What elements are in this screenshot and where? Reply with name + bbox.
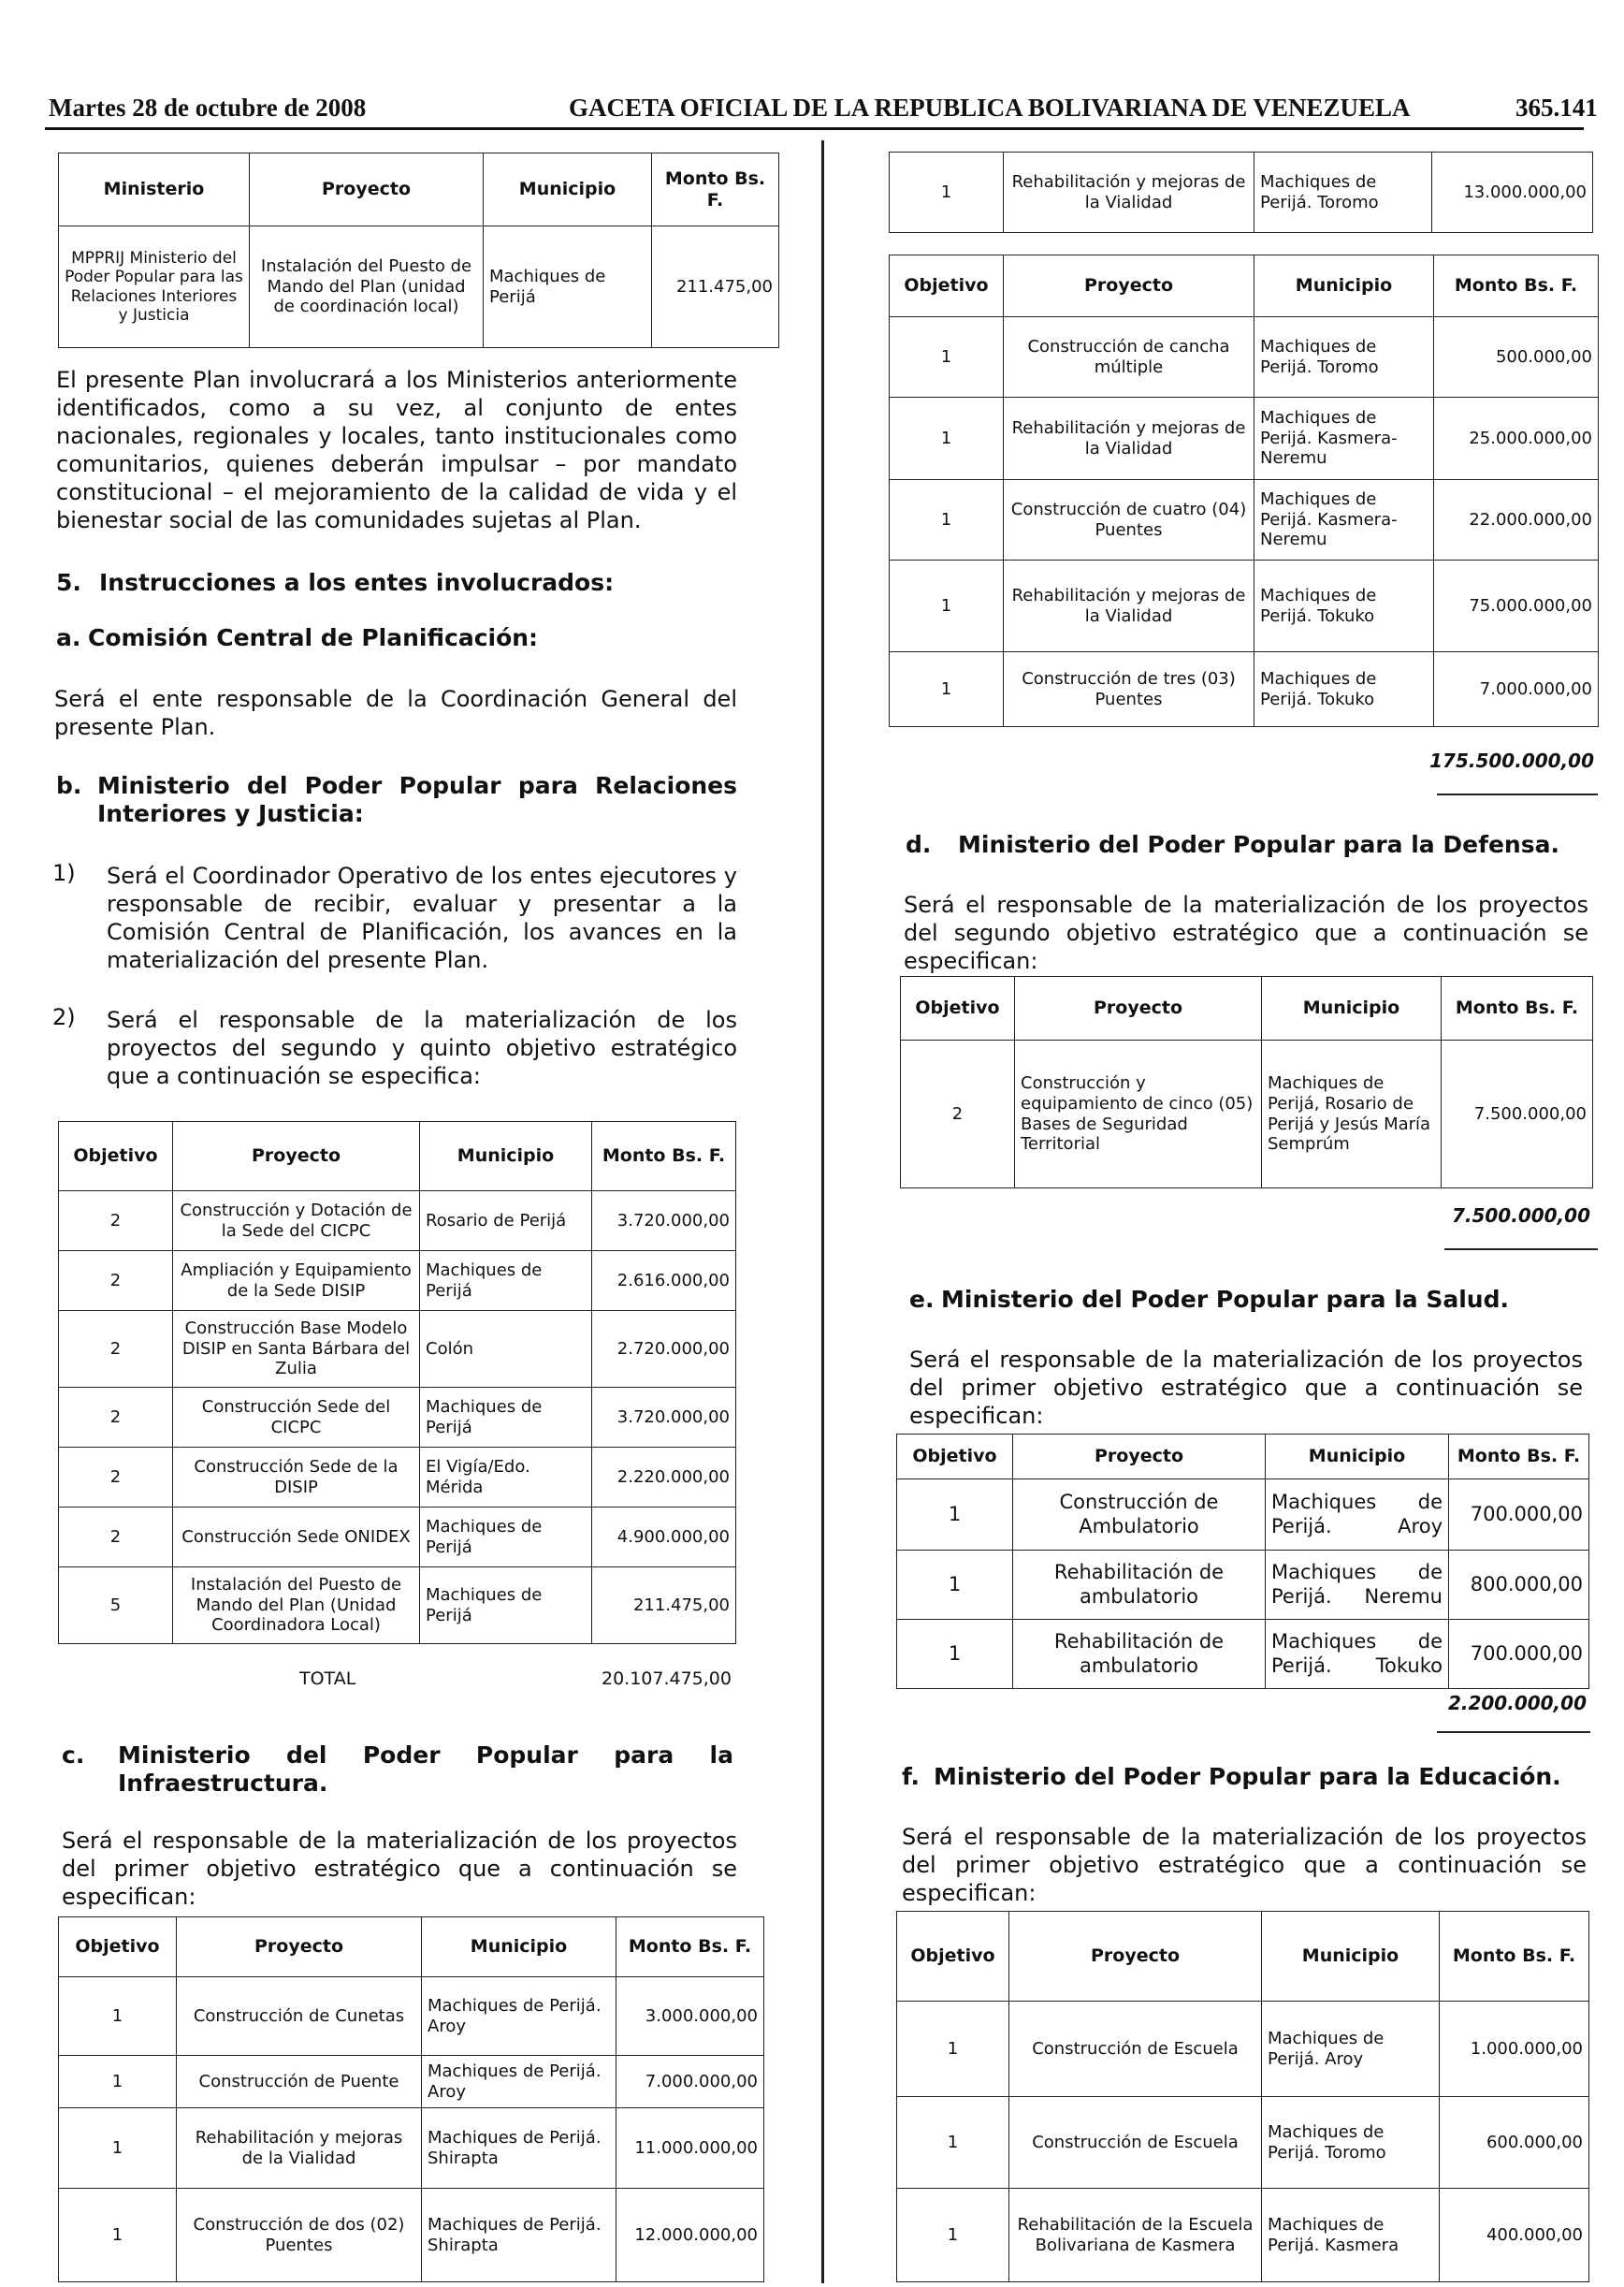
cell-proyecto: Rehabilitación de ambulatorio [1013, 1620, 1266, 1689]
health-projects-table [896, 1434, 1589, 1689]
cell-proyecto: Rehabilitación de ambulatorio [1013, 1551, 1266, 1620]
infrastructure-projects-table-continued [889, 152, 1593, 233]
intro-paragraph: El presente Plan involucrará a los Ministerios anteriormente identificados, como a su vez, al conjunto de entes nacionales, regionales y locales, tanto institucionales como comunitarios, quienes deberán impulsar – por mandato constitucional – el mejoramiento de la calidad de vida y el bienestar social de las comunidades sujetas al Plan. [56, 367, 737, 533]
column-header: Objetivo [897, 1912, 1009, 2002]
column-header: Municipio [484, 153, 652, 226]
cell-monto: 211.475,00 [592, 1567, 736, 1644]
column-header: Objetivo [59, 1122, 173, 1191]
item-2-text: Será el responsable de la materialización de los proyectos del segundo y quinto objetivo estratégico que a continuación se especifica: [107, 1007, 737, 1089]
section-e-text: Será el responsable de la materialización de los proyectos del primer objetivo estratégico que a continuación se especifican: [909, 1347, 1583, 1429]
cell-municipio: Machiques de Perijá. Aroy [422, 2056, 616, 2108]
cell-objetivo: 1 [897, 1551, 1013, 1620]
table-row [897, 2189, 1589, 2282]
table-total-value: 175.500.000,00 [1429, 750, 1594, 772]
cell-monto: 500.000,00 [1434, 317, 1599, 398]
section-a-title: Comisión Central de Planificación: [88, 624, 539, 651]
table-row [59, 1508, 736, 1567]
cell-objetivo: 2 [59, 1311, 173, 1388]
section-b-letter: b. [56, 772, 82, 799]
table-total-value: 7.500.000,00 [1451, 1204, 1590, 1227]
table-row [890, 398, 1599, 480]
cell-objetivo: 2 [59, 1448, 173, 1508]
column-header: Proyecto [1009, 1912, 1262, 2002]
table-total-value: 20.107.475,00 [601, 1668, 732, 1689]
cell-objetivo: 1 [59, 2056, 177, 2108]
cell-proyecto: Rehabilitación y mejoras de la Vialidad [1004, 561, 1254, 652]
column-header: Monto Bs. F. [652, 153, 779, 226]
cell-monto: 11.000.000,00 [616, 2108, 764, 2189]
cell-monto: 700.000,00 [1449, 1479, 1589, 1551]
cell-proyecto: Construcción Sede de la DISIP [173, 1448, 420, 1508]
section-c-title: Ministerio del Poder Popular para la Infraestructura. [118, 1741, 733, 1797]
cell-monto: 22.000.000,00 [1434, 480, 1599, 561]
section-e-title: Ministerio del Poder Popular para la Salud. [941, 1286, 1509, 1313]
cell-objetivo: 1 [890, 153, 1004, 233]
defense-projects-table [900, 976, 1593, 1188]
cell-objetivo: 1 [890, 317, 1004, 398]
cell-proyecto: Rehabilitación de la Escuela Bolivariana de Kasmera [1009, 2189, 1262, 2282]
column-header: Proyecto [1004, 255, 1254, 317]
table-row [59, 1567, 736, 1644]
cell-objetivo: 2 [59, 1251, 173, 1311]
column-header: Proyecto [1015, 977, 1262, 1041]
column-header: Ministerio [59, 153, 250, 226]
section-d-letter: d. [906, 831, 932, 858]
cell-objetivo: 1 [897, 1620, 1013, 1689]
table-row [59, 1977, 764, 2056]
table-row [59, 2108, 764, 2189]
cell-municipio: Machiques de Perijá [420, 1508, 592, 1567]
cell-objetivo: 1 [890, 561, 1004, 652]
cell-municipio: Machiques de Perijá. Toromo [1254, 317, 1434, 398]
cell-proyecto: Instalación del Puesto de Mando del Plan (unidad de coordinación local) [250, 226, 484, 348]
cell-monto: 3.720.000,00 [592, 1388, 736, 1448]
cell-proyecto: Construcción de cancha múltiple [1004, 317, 1254, 398]
section-d-text: Será el responsable de la materialización de los proyectos del segundo objetivo estratégico que a continuación se especifican: [904, 892, 1588, 974]
table-row [59, 1191, 736, 1251]
cell-monto: 1.000.000,00 [1440, 2002, 1589, 2097]
cell-municipio: Machiques de Perijá. Tokuko [1254, 652, 1434, 727]
table-row [897, 2002, 1589, 2097]
section-d-title: Ministerio del Poder Popular para la Defensa. [958, 831, 1559, 858]
cell-proyecto: Construcción de tres (03) Puentes [1004, 652, 1254, 727]
cell-municipio: Machiques de Perijá [484, 226, 652, 348]
cell-municipio: Rosario de Perijá [420, 1191, 592, 1251]
column-header: Monto Bs. F. [616, 1917, 764, 1977]
cell-monto: 7.000.000,00 [616, 2056, 764, 2108]
table-row [901, 1041, 1593, 1188]
total-underline [1437, 794, 1598, 795]
cell-monto: 7.000.000,00 [1434, 652, 1599, 727]
cell-monto: 2.616.000,00 [592, 1251, 736, 1311]
column-header: Monto Bs. F. [1440, 1912, 1589, 2002]
cell-proyecto: Construcción de dos (02) Puentes [177, 2189, 422, 2282]
column-header: Municipio [420, 1122, 592, 1191]
cell-monto: 3.000.000,00 [616, 1977, 764, 2056]
column-header: Monto Bs. F. [1442, 977, 1593, 1041]
cell-proyecto: Construcción Base Modelo DISIP en Santa Bárbara del Zulia [173, 1311, 420, 1388]
table-row [897, 1620, 1589, 1689]
section-f-letter: f. [902, 1763, 921, 1790]
cell-municipio: Machiques de Perijá. Aroy [1266, 1479, 1449, 1551]
cell-objetivo: 1 [59, 1977, 177, 2056]
table-row [59, 1448, 736, 1508]
cell-municipio: Machiques de Perijá [420, 1567, 592, 1644]
cell-monto: 700.000,00 [1449, 1620, 1589, 1689]
infrastructure-projects-table-2 [889, 255, 1599, 727]
column-header: Municipio [422, 1917, 616, 1977]
cell-municipio: Machiques de Perijá. Kasmera [1262, 2189, 1440, 2282]
item-1-text: Será el Coordinador Operativo de los entes ejecutores y responsable de recibir, evaluar y presentar a la Comisión Central de Planificación, los avances en la materialización del presente Plan. [107, 863, 737, 973]
column-header: Objetivo [897, 1435, 1013, 1479]
cell-proyecto: Construcción de Escuela [1009, 2097, 1262, 2189]
section-c-text: Será el responsable de la materialización de los proyectos del primer objetivo estratégico que a continuación se especifican: [62, 1828, 737, 1910]
table-row [897, 2097, 1589, 2189]
header-title: GACETA OFICIAL DE LA REPUBLICA BOLIVARIANA DE VENEZUELA [569, 94, 1411, 122]
table-total-value: 2.200.000,00 [1447, 1692, 1587, 1714]
item-2-number: 2) [52, 1004, 76, 1030]
cell-monto: 2.220.000,00 [592, 1448, 736, 1508]
interior-projects-table [58, 1121, 736, 1644]
section-e-letter: e. [909, 1286, 935, 1313]
cell-proyecto: Construcción y Dotación de la Sede del CICPC [173, 1191, 420, 1251]
section-a-text: Será el ente responsable de la Coordinación General del presente Plan. [54, 686, 737, 740]
cell-objetivo: 2 [901, 1041, 1015, 1188]
cell-proyecto: Construcción de Cunetas [177, 1977, 422, 2056]
column-header: Objetivo [890, 255, 1004, 317]
cell-proyecto: Rehabilitación y mejoras de la Vialidad [177, 2108, 422, 2189]
cell-monto: 211.475,00 [652, 226, 779, 348]
column-header: Municipio [1262, 977, 1442, 1041]
column-header: Municipio [1254, 255, 1434, 317]
section-f-text: Será el responsable de la materialización de los proyectos del primer objetivo estratégico que a continuación se especifican: [902, 1824, 1587, 1906]
cell-municipio: Machiques de Perijá. Kasmera-Neremu [1254, 398, 1434, 480]
total-underline [1444, 1248, 1598, 1250]
cell-objetivo: 5 [59, 1567, 173, 1644]
cell-objetivo: 2 [59, 1191, 173, 1251]
cell-proyecto: Construcción Sede del CICPC [173, 1388, 420, 1448]
cell-ministerio: MPPRIJ Ministerio del Poder Popular para las Relaciones Interiores y Justicia [59, 226, 250, 348]
column-header: Proyecto [1013, 1435, 1266, 1479]
table-row [59, 226, 779, 348]
header-page-number: 365.141 [1515, 94, 1598, 122]
column-header: Objetivo [59, 1917, 177, 1977]
table-row [890, 480, 1599, 561]
table-row [890, 561, 1599, 652]
table-row [59, 2189, 764, 2282]
cell-monto: 13.000.000,00 [1432, 153, 1593, 233]
column-header: Monto Bs. F. [1434, 255, 1599, 317]
cell-monto: 2.720.000,00 [592, 1311, 736, 1388]
cell-monto: 3.720.000,00 [592, 1191, 736, 1251]
cell-municipio: Machiques de Perijá. Toromo [1254, 153, 1432, 233]
section-c-letter: c. [62, 1741, 85, 1769]
cell-objetivo: 1 [59, 2189, 177, 2282]
cell-objetivo: 1 [890, 480, 1004, 561]
table-row [890, 317, 1599, 398]
column-header: Monto Bs. F. [1449, 1435, 1589, 1479]
cell-proyecto: Construcción Sede ONIDEX [173, 1508, 420, 1567]
cell-objetivo: 1 [897, 2189, 1009, 2282]
cell-proyecto: Construcción y equipamiento de cinco (05) Bases de Seguridad Territorial [1015, 1041, 1262, 1188]
section-f-title: Ministerio del Poder Popular para la Educación. [934, 1763, 1561, 1790]
table-row [890, 153, 1593, 233]
cell-objetivo: 1 [890, 652, 1004, 727]
cell-monto: 800.000,00 [1449, 1551, 1589, 1620]
cell-municipio: El Vigía/Edo. Mérida [420, 1448, 592, 1508]
cell-municipio: Machiques de Perijá [420, 1388, 592, 1448]
table-row [59, 1388, 736, 1448]
cell-proyecto: Construcción de cuatro (04) Puentes [1004, 480, 1254, 561]
column-header: Municipio [1266, 1435, 1449, 1479]
cell-objetivo: 1 [897, 2002, 1009, 2097]
cell-municipio: Machiques de Perijá. Shirapta [422, 2108, 616, 2189]
cell-proyecto: Instalación del Puesto de Mando del Plan (Unidad Coordinadora Local) [173, 1567, 420, 1644]
cell-monto: 400.000,00 [1440, 2189, 1589, 2282]
table-row [59, 1311, 736, 1388]
cell-monto: 4.900.000,00 [592, 1508, 736, 1567]
cell-municipio: Machiques de Perijá. Neremu [1266, 1551, 1449, 1620]
table-total-label: TOTAL [299, 1668, 356, 1689]
table-row [897, 1551, 1589, 1620]
cell-monto: 7.500.000,00 [1442, 1041, 1593, 1188]
total-underline [1437, 1731, 1590, 1733]
section-a-letter: a. [56, 624, 81, 651]
cell-proyecto: Ampliación y Equipamiento de la Sede DISIP [173, 1251, 420, 1311]
cell-objetivo: 1 [897, 2097, 1009, 2189]
cell-municipio: Machiques de Perijá. Tokuko [1266, 1620, 1449, 1689]
cell-objetivo: 1 [897, 1479, 1013, 1551]
cell-proyecto: Construcción de Ambulatorio [1013, 1479, 1266, 1551]
cell-municipio: Machiques de Perijá. Aroy [1262, 2002, 1440, 2097]
column-header: Proyecto [173, 1122, 420, 1191]
column-header: Proyecto [250, 153, 484, 226]
section-5-title: Instrucciones a los entes involucrados: [99, 569, 615, 596]
cell-objetivo: 2 [59, 1388, 173, 1448]
cell-objetivo: 1 [890, 398, 1004, 480]
column-header: Municipio [1262, 1912, 1440, 2002]
cell-municipio: Machiques de Perijá. Toromo [1262, 2097, 1440, 2189]
cell-municipio: Machiques de Perijá, Rosario de Perijá y Jesús María Semprúm [1262, 1041, 1442, 1188]
header-rule [45, 127, 1584, 130]
education-projects-table [896, 1911, 1589, 2282]
cell-municipio: Colón [420, 1311, 592, 1388]
cell-municipio: Machiques de Perijá. Tokuko [1254, 561, 1434, 652]
ministry-table [58, 153, 779, 348]
cell-municipio: Machiques de Perijá [420, 1251, 592, 1311]
header-date: Martes 28 de octubre de 2008 [49, 94, 367, 122]
cell-objetivo: 1 [59, 2108, 177, 2189]
cell-municipio: Machiques de Perijá. Aroy [422, 1977, 616, 2056]
cell-monto: 25.000.000,00 [1434, 398, 1599, 480]
cell-objetivo: 2 [59, 1508, 173, 1567]
cell-proyecto: Rehabilitación y mejoras de la Vialidad [1004, 153, 1254, 233]
column-header: Proyecto [177, 1917, 422, 1977]
cell-monto: 12.000.000,00 [616, 2189, 764, 2282]
column-header: Monto Bs. F. [592, 1122, 736, 1191]
table-row [897, 1479, 1589, 1551]
infrastructure-projects-table [58, 1916, 764, 2282]
table-row [890, 652, 1599, 727]
cell-municipio: Machiques de Perijá. Kasmera-Neremu [1254, 480, 1434, 561]
cell-proyecto: Rehabilitación y mejoras de la Vialidad [1004, 398, 1254, 480]
table-row [59, 2056, 764, 2108]
table-row [59, 1251, 736, 1311]
cell-monto: 75.000.000,00 [1434, 561, 1599, 652]
cell-proyecto: Construcción de Escuela [1009, 2002, 1262, 2097]
cell-municipio: Machiques de Perijá. Shirapta [422, 2189, 616, 2282]
section-5-number: 5. [56, 569, 81, 596]
cell-monto: 600.000,00 [1440, 2097, 1589, 2189]
section-b-title: Ministerio del Poder Popular para Relaciones Interiores y Justicia: [97, 772, 737, 827]
cell-proyecto: Construcción de Puente [177, 2056, 422, 2108]
column-divider [821, 140, 824, 2283]
item-1-number: 1) [52, 860, 76, 886]
column-header: Objetivo [901, 977, 1015, 1041]
